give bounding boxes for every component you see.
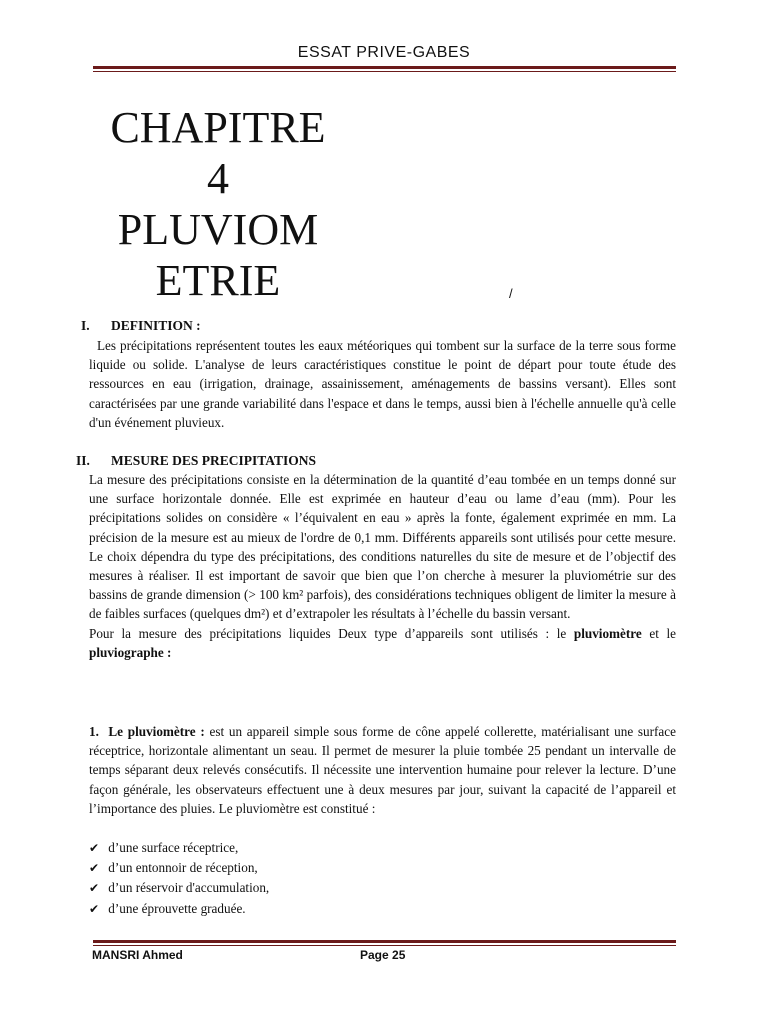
section-1-number: I. xyxy=(81,318,90,333)
list-item: ✔ d’un réservoir d'accumulation, xyxy=(89,878,676,898)
footer-rule xyxy=(93,940,676,946)
measurement-types: Pour la mesure des précipitations liquides Deux type d’appareils sont utilisés : le pluviomètre et le pluviographe : xyxy=(89,625,676,660)
checkmark-icon: ✔ xyxy=(89,841,100,855)
section-2-body xyxy=(89,470,676,662)
list-item: ✔ d’une éprouvette graduée. xyxy=(89,899,676,919)
type-pluviographe: pluviographe : xyxy=(89,644,172,660)
subsection-1-body xyxy=(89,722,676,818)
chapter-line-2: 4 xyxy=(207,154,229,203)
checkmark-icon: ✔ xyxy=(89,901,100,916)
header-rule xyxy=(93,66,676,72)
subsection-1-title: Le pluviomètre : xyxy=(108,724,205,739)
footer-page-number: Page 25 xyxy=(360,948,406,962)
section-2-number: II. xyxy=(76,453,90,468)
section-2-text: La mesure des précipitations consiste en la détermination de la quantité d’eau tombée en un temps donné sur une surface horizontale donnée. Elle est exprimée en hauteur d’eau ou lame d’eau (mm). Pour les précipitations solides on considère « l’équivalent en eau » après la fonte, également exprimée en mm. La précision de la mesure est au mieux de l'ordre de 0,1 mm. Différents appareils sont utilisés pour cette mesure. Le choix dépendra du type des précipitations, des conditions naturelles du site de mesure et de l’objectif des mesures à réaliser. Il est important de savoir que bien que l’on cherche à mesurer la pluviométrie sur des bassins de grande dimension (> 100 km² parfois), des considérations techniques obligent de limiter la mesure à de faibles surfaces (quelques dm²) et d’extrapoler les résultats à l’échelle du bassin versant. xyxy=(89,472,676,622)
list-item: ✔ d’une surface réceptrice, xyxy=(89,838,676,858)
section-2-title: MESURE DES PRECIPITATIONS xyxy=(111,453,317,468)
chapter-line-4: ETRIE xyxy=(155,256,281,305)
page-header: ESSAT PRIVE-GABES xyxy=(297,44,471,61)
section-1-heading xyxy=(81,318,201,334)
checkmark-icon: ✔ xyxy=(89,861,100,876)
section-2-heading xyxy=(76,453,316,469)
list-item: ✔ d’un entonnoir de réception, xyxy=(89,858,676,878)
chapter-line-3: PLUVIOM xyxy=(117,205,319,254)
checkmark-icon: ✔ xyxy=(89,881,100,896)
section-1-text: Les précipitations représentent toutes les eaux météoriques qui tombent sur la surface de la terre sous forme liquide ou solide. L'analyse de leurs caractéristiques constitue le point de départ pour toute étude des ressources en eau (irrigation, drainage, assainissement, aménagements de bassins versant). Elles sont caractérisées par une grande variabilité dans l'espace et dans le temps, aussi bien à l'échelle annuelle qu'à celle d'un événement pluvieux. xyxy=(89,338,676,430)
subsection-1-number: 1. xyxy=(89,724,99,739)
stray-mark: / xyxy=(509,286,513,301)
type-pluviometre: pluviomètre xyxy=(573,625,642,641)
component-list xyxy=(89,838,676,919)
chapter-title xyxy=(96,102,340,306)
section-1-title: DEFINITION : xyxy=(111,318,201,333)
subsection-1-text: est un appareil simple sous forme de cône appelé collerette, matérialisant une surface réceptrice, horizontale alimentant un seau. Il permet de mesurer la pluie tombée 25 pendant un intervalle de temps séparant deux relevés consécutifs. Il nécessite une intervention humaine pour relever la lecture. D’une façon générale, les observateurs effectuent une à deux mesures par jour, suivant la capacité de l’appareil et l’importance des pluies. Le pluviomètre est constitué : xyxy=(89,724,676,816)
footer-author: MANSRI Ahmed xyxy=(92,948,183,962)
chapter-line-1: CHAPITRE xyxy=(110,103,326,152)
